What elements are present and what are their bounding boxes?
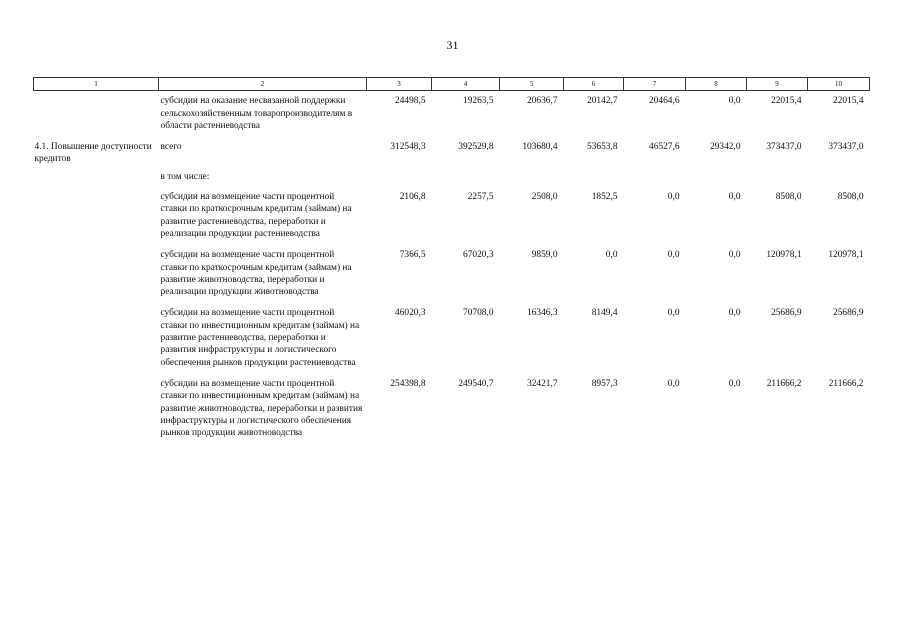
program-cell: [34, 91, 159, 137]
description-cell: всего: [160, 142, 182, 153]
value-cell: 24498,5: [395, 96, 426, 107]
value-cell: 22015,4: [833, 96, 864, 107]
value-cell: 392529,8: [458, 142, 494, 153]
value-cell: 0,0: [728, 192, 741, 203]
value-cell: [432, 169, 500, 187]
value-cell: 16346,3: [527, 308, 558, 319]
value-cell: 120978,1: [766, 250, 802, 261]
column-header: 9: [747, 78, 808, 91]
table-row: [34, 303, 870, 373]
column-number-header-row: [34, 78, 870, 91]
program-cell: [34, 374, 159, 444]
value-cell: 373437,0: [766, 142, 802, 153]
value-cell: 8149,4: [591, 308, 618, 319]
value-cell: 0,0: [667, 378, 680, 389]
value-cell: 2106,8: [399, 192, 426, 203]
description-cell: субсидии на оказание несвязанной поддержки сельскохозяйственным товаропроизводителям в области растениеводства: [160, 96, 353, 131]
value-cell: [686, 169, 747, 187]
value-cell: 46527,6: [649, 142, 680, 153]
program-cell: [34, 245, 159, 303]
value-cell: 312548,3: [390, 142, 426, 153]
program-cell: 4.1. Повышение доступности кредитов: [34, 142, 152, 165]
value-cell: 103680,4: [522, 142, 558, 153]
value-cell: 22015,4: [771, 96, 802, 107]
table-body: [34, 91, 870, 445]
column-header: 8: [686, 78, 747, 91]
value-cell: 249540,7: [458, 378, 494, 389]
value-cell: 25686,9: [771, 308, 802, 319]
table-row: [34, 169, 870, 187]
value-cell: 0,0: [728, 308, 741, 319]
description-cell: субсидии на возмещение части процентной ставки по краткосрочным кредитам (займам) на развитие растениеводства, переработки и реализации продукции растениеводства: [160, 192, 352, 239]
value-cell: [564, 169, 624, 187]
value-cell: 20636,7: [527, 96, 558, 107]
value-cell: [500, 169, 564, 187]
value-cell: 254398,8: [390, 378, 426, 389]
value-cell: 7366,5: [399, 250, 426, 261]
value-cell: 67020,3: [463, 250, 494, 261]
column-header: 6: [564, 78, 624, 91]
page-number: 31: [446, 38, 459, 52]
table-row: [34, 187, 870, 245]
value-cell: 8508,0: [837, 192, 864, 203]
value-cell: 20464,6: [649, 96, 680, 107]
value-cell: 0,0: [667, 308, 680, 319]
description-cell: субсидии на возмещение части процентной ставки по инвестиционным кредитам (займам) на развитие животноводства, переработки и развития инфраструктуры и логистического обеспечения рынков продукции животноводства: [160, 378, 363, 439]
budget-table: [33, 77, 870, 444]
value-cell: [367, 169, 432, 187]
value-cell: 2508,0: [531, 192, 558, 203]
table-row: [34, 137, 870, 169]
value-cell: 8508,0: [775, 192, 802, 203]
value-cell: 0,0: [728, 250, 741, 261]
value-cell: 0,0: [605, 250, 618, 261]
description-cell: субсидии на возмещение части процентной ставки по краткосрочным кредитам (займам) на развитие животноводства, переработки и реализации продукции животноводства: [160, 250, 352, 298]
column-header: 3: [367, 78, 432, 91]
program-cell: [34, 169, 159, 187]
value-cell: 19263,5: [463, 96, 494, 107]
value-cell: 1852,5: [591, 192, 618, 203]
value-cell: 32421,7: [527, 378, 558, 389]
table-row: [34, 91, 870, 137]
value-cell: 0,0: [667, 192, 680, 203]
value-cell: 9859,0: [531, 250, 558, 261]
value-cell: 211666,2: [828, 378, 864, 389]
column-header: 4: [432, 78, 500, 91]
table-row: [34, 374, 870, 444]
description-cell: в том числе:: [160, 171, 210, 182]
table-row: [34, 245, 870, 303]
column-header: 5: [500, 78, 564, 91]
value-cell: 46020,3: [395, 308, 426, 319]
value-cell: [747, 169, 808, 187]
value-cell: 53653,8: [587, 142, 618, 153]
value-cell: 0,0: [667, 250, 680, 261]
column-header: 2: [159, 78, 367, 91]
program-cell: [34, 187, 159, 245]
value-cell: [624, 169, 686, 187]
value-cell: 8957,3: [591, 378, 618, 389]
value-cell: [808, 169, 870, 187]
value-cell: 25686,9: [833, 308, 864, 319]
column-header: 7: [624, 78, 686, 91]
column-header: 10: [808, 78, 870, 91]
value-cell: 2257,5: [467, 192, 494, 203]
description-cell: субсидии на возмещение части процентной ставки по инвестиционным кредитам (займам) на развитие растениеводства, переработки и развития инфраструктуры и логистического обеспечения рынков продукции растениеводства: [160, 308, 360, 368]
program-cell: [34, 303, 159, 373]
value-cell: 211666,2: [766, 378, 802, 389]
value-cell: 20142,7: [587, 96, 618, 107]
value-cell: 0,0: [728, 96, 741, 107]
column-header: 1: [34, 78, 159, 91]
value-cell: 373437,0: [828, 142, 864, 153]
value-cell: 120978,1: [828, 250, 864, 261]
value-cell: 0,0: [728, 378, 741, 389]
value-cell: 29342,0: [710, 142, 741, 153]
value-cell: 70708,0: [463, 308, 494, 319]
